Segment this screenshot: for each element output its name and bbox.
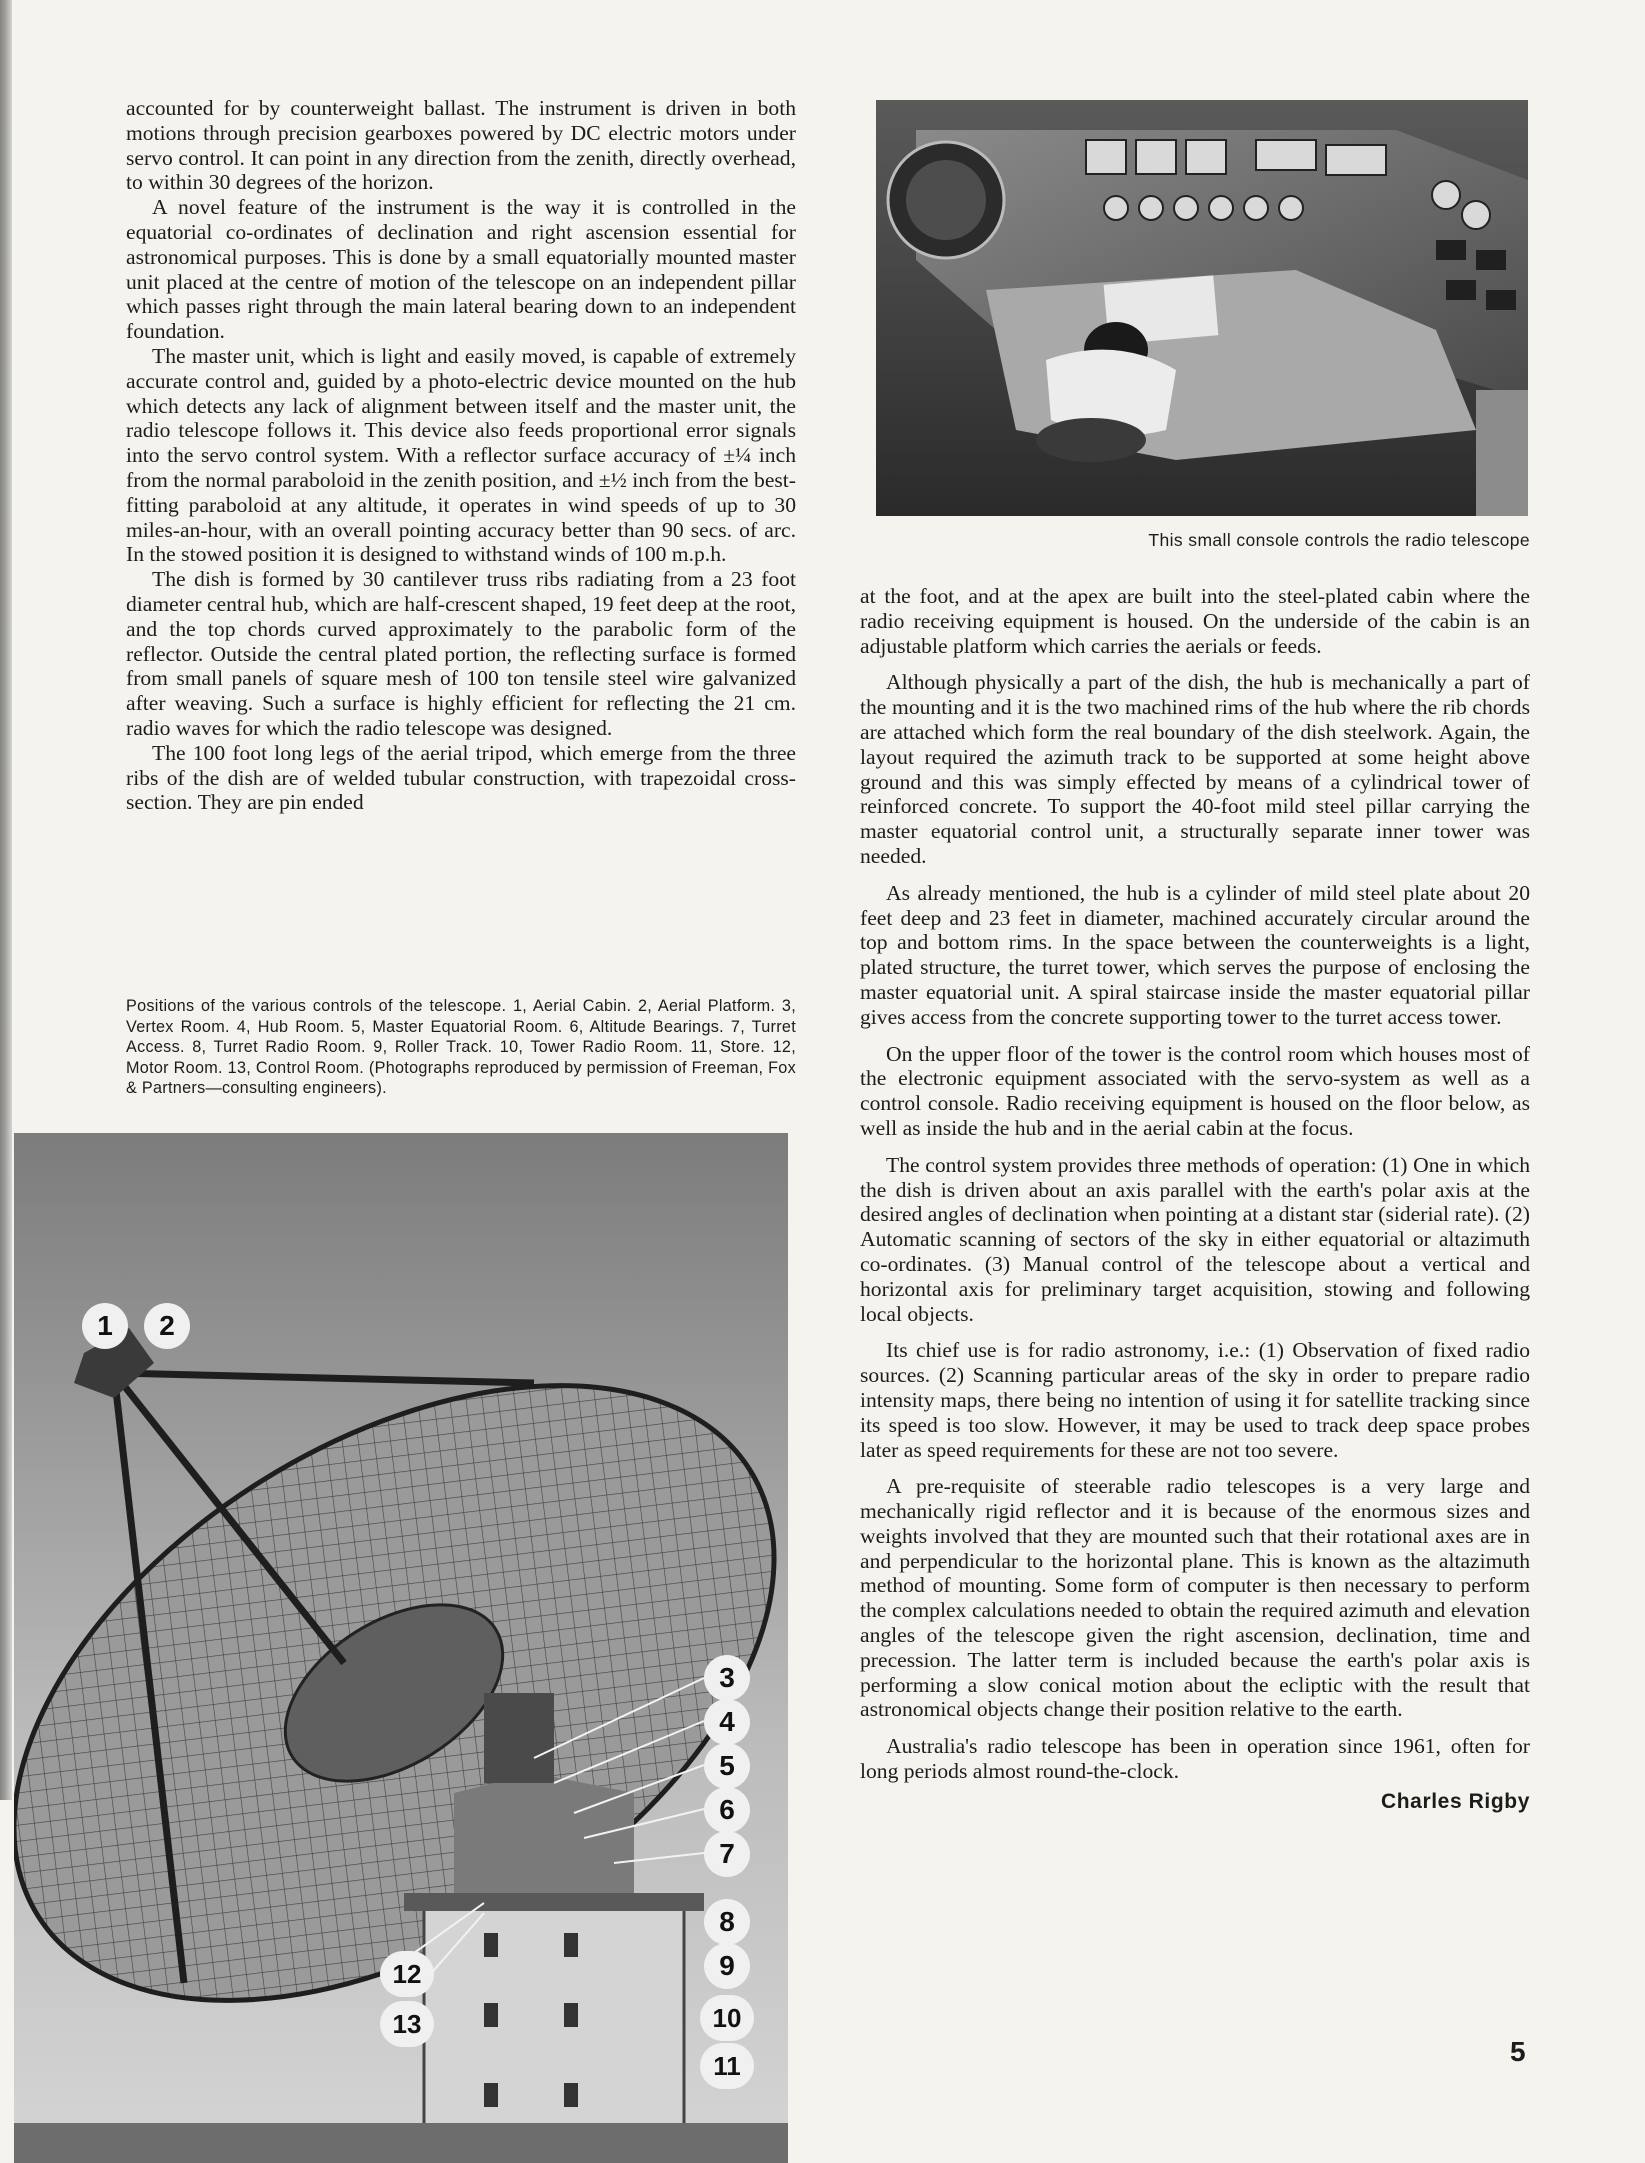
paragraph: A novel feature of the instrument is the way it is controlled in the equatorial co-ordinates of declination and right ascension essential for astronomical purposes. This is done by a small equatorially mounted master unit placed at the centre of motion of the telescope on an independent pillar which passes right through the main lateral bearing down to an independent foundation.: [126, 195, 796, 344]
paragraph: Its chief use is for radio astronomy, i.e.: (1) Observation of fixed radio sources. (2) Scanning particular areas of the sky in order to prepare radio intensity maps, there being no intention of using it for satellite tracking since its speed is too slow. However, it may be used to track deep space probes later as speed requirements for these are not too severe.: [860, 1338, 1530, 1462]
dish-label-5: 5: [704, 1743, 750, 1789]
radio-telescope-photo: [14, 1133, 788, 2163]
paragraph: The master unit, which is light and easily moved, is capable of extremely accurate control and, guided by a photo-electric device mounted on the hub which detects any lack of alignment between itself and the master unit, the radio telescope follows it. This device also feeds proportional error signals into the servo control system. With a reflector surface accuracy of ±¼ inch from the normal paraboloid in the zenith position, and ±½ inch from the best-fitting paraboloid at any altitude, it operates in wind speeds of up to 30 miles-an-hour, with an overall pointing accuracy better than 90 secs. of arc. In the stowed position it is designed to withstand winds of 100 m.p.h.: [126, 343, 796, 567]
paragraph: The 100 foot long legs of the aerial tripod, which emerge from the three ribs of the dish are of welded tubular construction, with trapezoidal cross-section. They are pin ended: [126, 740, 796, 815]
dish-label-13: 13: [380, 2001, 434, 2047]
console-photo-caption: This small console controls the radio telescope: [1148, 530, 1530, 550]
author-signature: Charles Rigby: [1380, 1789, 1530, 1813]
dish-label-3: 3: [704, 1655, 750, 1701]
dish-label-12: 12: [380, 1951, 434, 1997]
dish-label-10: 10: [700, 1995, 754, 2041]
console-photo: [876, 100, 1528, 516]
dish-label-11: 11: [700, 2043, 754, 2089]
paragraph: Although physically a part of the dish, the hub is mechanically a part of the mounting and it is the two machined rims of the hub where the rib chords are attached which form the real boundary of the dish steelwork. Again, the layout required the azimuth track to be supported at some height above ground and this was simply effected by means of a cylindrical tower of reinforced concrete. To support the 40-foot mild steel pillar carrying the master equatorial control unit, a structurally separate inner tower was needed.: [860, 670, 1530, 868]
console-illustration: [876, 100, 1528, 516]
dish-label-8: 8: [704, 1899, 750, 1945]
paragraph: A pre-requisite of steerable radio telescopes is a very large and mechanically rigid reflector and it is because of the enormous sizes and weights involved that they are mounted such that their rotational axes are in and perpendicular to the horizontal plane. This is known as the altazimuth method of mounting. Some form of computer is then necessary to perform the complex calculations needed to obtain the required azimuth and elevation angles of the telescope given the right ascension, declination, time and precession. The latter term is included because the earth's polar axis is performing a slow conical motion about the ecliptic with the result that astronomical objects change their position relative to the earth.: [860, 1474, 1530, 1722]
dish-label-7: 7: [704, 1831, 750, 1877]
right-text-column: [860, 584, 1530, 1814]
page-binding-shadow: [0, 0, 12, 1800]
paragraph: As already mentioned, the hub is a cylinder of mild steel plate about 20 feet deep and 23 feet in diameter, machined accurately circular around the top and bottom rims. In the space between the counterweights is a light, plated structure, the turret tower, which serves the purpose of enclosing the master equatorial unit. A spiral staircase inside the master equatorial pillar gives access from the concrete supporting tower to the turret access tower.: [860, 880, 1530, 1029]
dish-photo-caption: Positions of the various controls of the telescope. 1, Aerial Cabin. 2, Aerial Platform. 3, Vertex Room. 4, Hub Room. 5, Master Equatorial Room. 6, Altitude Bearings. 7, Turret Access. 8, Turret Radio Room. 9, Roller Track. 10, Tower Radio Room. 11, Store. 12, Motor Room. 13, Control Room. (Photographs reproduced by permission of Freeman, Fox & Partners—consulting engineers).: [126, 997, 796, 1097]
paragraph: Australia's radio telescope has been in operation since 1961, often for long periods almost round-the-clock.: [860, 1734, 1530, 1784]
dish-label-4: 4: [704, 1699, 750, 1745]
paragraph: accounted for by counterweight ballast. The instrument is driven in both motions through precision gearboxes powered by DC electric motors under servo control. It can point in any direction from the zenith, directly overhead, to within 30 degrees of the horizon.: [126, 96, 796, 195]
dish-label-2: 2: [144, 1303, 190, 1349]
dish-label-1: 1: [82, 1303, 128, 1349]
paragraph: The control system provides three methods of operation: (1) One in which the dish is driven about an axis parallel with the earth's polar axis at the desired angles of declination when pointing at a distant star (siderial rate). (2) Automatic scanning of sectors of the sky in either equatorial or altazimuth co-ordinates. (3) Manual control of the telescope about a vertical and horizontal axis for preliminary target acquisition, stowing and following local objects.: [860, 1152, 1530, 1326]
left-text-column: [126, 96, 796, 815]
page-number: 5: [1510, 2036, 1526, 2067]
paragraph: On the upper floor of the tower is the control room which houses most of the electronic equipment associated with the servo-system as well as a control console. Radio receiving equipment is housed on the floor below, as well as inside the hub and in the aerial cabin at the focus.: [860, 1041, 1530, 1140]
dish-label-9: 9: [704, 1943, 750, 1989]
paragraph: at the foot, and at the apex are built into the steel-plated cabin where the radio receiving equipment is housed. On the underside of the cabin is an adjustable platform which carries the aerials or feeds.: [860, 584, 1530, 658]
dish-label-6: 6: [704, 1787, 750, 1833]
paragraph: The dish is formed by 30 cantilever truss ribs radiating from a 23 foot diameter central hub, which are half-crescent shaped, 19 feet deep at the root, and the top chords curved approximately to the parabolic form of the reflector. Outside the central plated portion, the reflecting surface is formed from small panels of square mesh of 100 ton tensile steel wire galvanized after weaving. Such a surface is highly efficient for reflecting the 21 cm. radio waves for which the radio telescope was designed.: [126, 567, 796, 740]
